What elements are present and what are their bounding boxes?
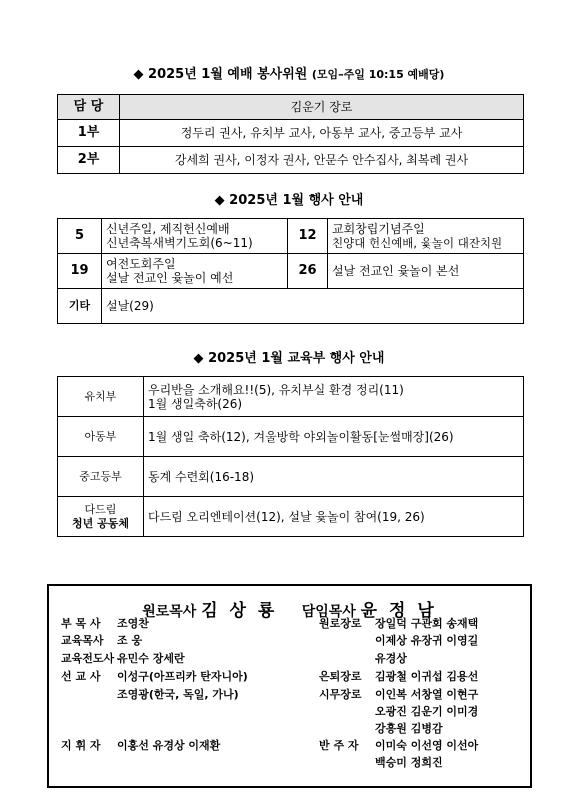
dept-events: 다드림 오리엔테이션(12), 설날 윷놀이 참여(19, 26) [144, 497, 524, 537]
service-row-value: 정두리 권사, 유치부 교사, 아동부 교사, 중고등부 교사 [120, 120, 524, 147]
event-text: 여전도회주일 설날 전교인 윷놀이 예선 [102, 254, 288, 289]
service-table [57, 94, 524, 174]
staff-left-row: 선 교 사 이성구(아프리카 탄자니아) [61, 670, 248, 683]
event-other-label: 기타 [58, 289, 102, 324]
staff-right-row: 시무장로 이인복 서창열 이현구 [319, 688, 479, 701]
event-text: 교회창립기념주일 친양대 헌신예배, 윷놀이 대잔치원 [328, 219, 524, 254]
education-table [57, 376, 524, 537]
events-section-title: ◆ 2025년 1월 행사 안내 [214, 193, 364, 208]
table-row [58, 254, 524, 289]
table-row [58, 417, 524, 457]
staff-left-row: 지 휘 자 이홍선 유경상 이재환 [61, 739, 221, 752]
pastors-line: 원로목사 김 상 룡 담임목사 윤 정 남 [142, 601, 437, 621]
event-other-text: 설날(29) [102, 289, 524, 324]
service-head-label: 담 당 [58, 95, 120, 120]
education-section-title: ◆ 2025년 1월 교육부 행사 안내 [193, 351, 385, 366]
table-row [58, 147, 524, 174]
event-text: 신년주일, 제직헌신예배 신년축복새벽기도회(6~11) [102, 219, 288, 254]
service-head-value: 김운기 장로 [120, 95, 524, 120]
staff-right-row: 유경상 [375, 652, 407, 665]
staff-right-row: 강흥원 김병감 [375, 722, 443, 735]
service-row-value: 강세희 권사, 이정자 권사, 안문수 안수집사, 최복례 권사 [120, 147, 524, 174]
table-row [58, 289, 524, 324]
staff-box [47, 584, 532, 788]
events-table [57, 218, 524, 324]
table-row [58, 95, 524, 120]
staff-right-row: 백승미 정희진 [375, 756, 443, 769]
staff-right-row: 은퇴장로 김광철 이귀섭 김용선 [319, 670, 479, 683]
table-row [58, 457, 524, 497]
dept-label: 다드림 청년 공동체 [58, 497, 144, 537]
table-row [58, 377, 524, 417]
service-section-title: ◆ 2025년 1월 예배 봉사위원 (모임–주일 10:15 예배당) [133, 67, 445, 82]
staff-left-row: 부 목 사 조영찬 [61, 617, 149, 630]
dept-events: 1월 생일 축하(12), 겨울방학 야외놀이활동[눈썰매장](26) [144, 417, 524, 457]
emeritus-pastor-name: 김 상 룡 [201, 601, 278, 621]
senior-pastor-name: 윤 정 남 [360, 601, 437, 621]
service-row-label: 1부 [58, 120, 120, 147]
dept-label: 아동부 [58, 417, 144, 457]
table-row [58, 120, 524, 147]
event-date: 26 [288, 254, 328, 289]
event-text: 설날 전교인 윷놀이 본선 [328, 254, 524, 289]
service-note: (모임–주일 10:15 예배당) [311, 68, 445, 81]
staff-right-row: 이제상 유장귀 이영길 [375, 634, 479, 647]
staff-left-row: 교육전도사 유민수 장세란 [61, 652, 185, 665]
staff-left-row: 조영광(한국, 독일, 가나) [117, 688, 239, 701]
dept-events: 동계 수련회(16-18) [144, 457, 524, 497]
event-date: 12 [288, 219, 328, 254]
staff-right-row: 원로장로 장일덕 구관회 송재택 [319, 617, 479, 630]
dept-label: 유치부 [58, 377, 144, 417]
table-row [58, 497, 524, 537]
dept-events: 우리반을 소개해요!!(5), 유치부실 환경 정리(11) 1월 생일축하(26) [144, 377, 524, 417]
staff-right-row: 반 주 자 이미숙 이선영 이선아 [319, 739, 479, 752]
dept-label: 중고등부 [58, 457, 144, 497]
event-date: 5 [58, 219, 102, 254]
staff-right-row: 오광진 김운기 이미경 [375, 705, 479, 718]
staff-left-row: 교육목사 조 웅 [61, 634, 143, 647]
event-date: 19 [58, 254, 102, 289]
table-row [58, 219, 524, 254]
service-row-label: 2부 [58, 147, 120, 174]
